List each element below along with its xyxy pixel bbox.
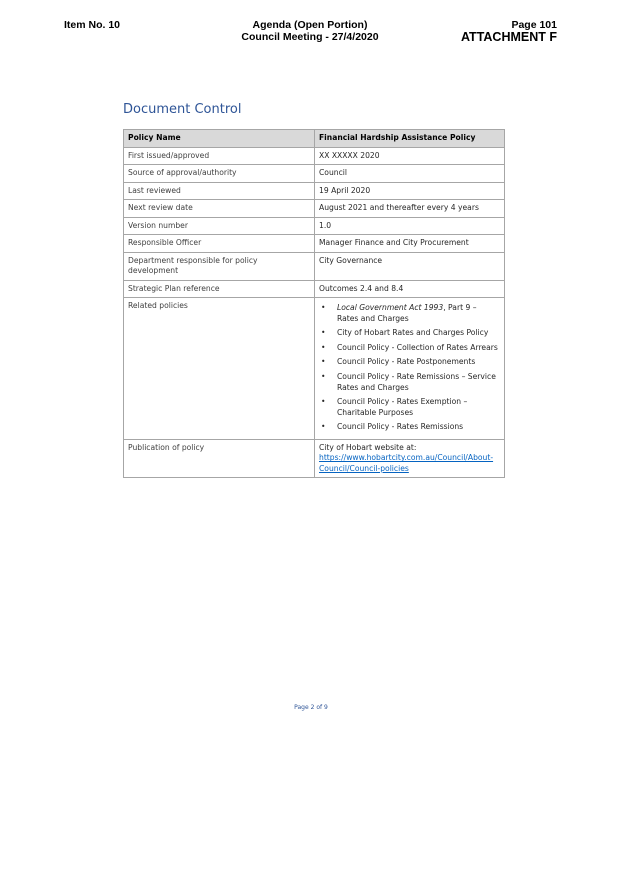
table-row (124, 217, 505, 235)
list-item: • Council Policy - Rate Remissions – Service Rates and Charges (319, 371, 500, 393)
row-label: Related policies (124, 298, 315, 440)
row-label: Next review date (124, 200, 315, 218)
page-header-right (461, 19, 557, 44)
publication-cell (315, 439, 505, 478)
list-item (319, 302, 500, 324)
list-item: • Council Policy - Rates Remissions (319, 421, 500, 432)
attachment-label: ATTACHMENT F (460, 30, 557, 44)
list-item: • Council Policy - Rates Exemption – Charitable Purposes (319, 396, 500, 418)
row-value: City Governance (315, 252, 505, 280)
table-row (124, 280, 505, 298)
row-label: Strategic Plan reference (124, 280, 315, 298)
table-row (124, 147, 505, 165)
table-row (124, 252, 505, 280)
row-value: 19 April 2020 (315, 182, 505, 200)
row-label: First issued/approved (124, 147, 315, 165)
policies-link[interactable]: https://www.hobartcity.com.au/Council/About-Council/Council-policies (319, 453, 494, 473)
table-row (124, 182, 505, 200)
related-policies-row (124, 298, 505, 440)
row-label: Last reviewed (124, 182, 315, 200)
row-value: XX XXXXX 2020 (315, 147, 505, 165)
row-value: 1.0 (315, 217, 505, 235)
agenda-header (210, 19, 410, 43)
row-value: Manager Finance and City Procurement (315, 235, 505, 253)
page-footer: Page 2 of 9 (294, 704, 328, 711)
table-row (124, 200, 505, 218)
row-value: Outcomes 2.4 and 8.4 (315, 280, 505, 298)
list-item: • Council Policy - Collection of Rates Arrears (319, 342, 500, 353)
related-policies-list (319, 302, 500, 432)
publication-text: City of Hobart website at: (319, 442, 417, 452)
page-number: Page 101 (511, 19, 557, 31)
publication-row (124, 439, 505, 478)
document-control-title: Document Control (123, 102, 242, 117)
meeting-date: Council Meeting - 27/4/2020 (241, 31, 379, 43)
row-value: Council (315, 165, 505, 183)
header-cell-label: Policy Name (124, 130, 315, 148)
agenda-title: Agenda (Open Portion) (252, 19, 368, 31)
act-title: Local Government Act 1993 (337, 303, 444, 312)
row-label: Version number (124, 217, 315, 235)
act-detail: , Part 9 – Rates and Charges (337, 303, 477, 323)
related-policies-cell (315, 298, 505, 440)
item-number: Item No. 10 (64, 19, 121, 31)
table-row (124, 235, 505, 253)
row-label: Source of approval/authority (124, 165, 315, 183)
list-item: • City of Hobart Rates and Charges Policy (319, 327, 500, 338)
row-value: August 2021 and thereafter every 4 years (315, 200, 505, 218)
row-label: Responsible Officer (124, 235, 315, 253)
row-label: Department responsible for policy development (124, 252, 315, 280)
table-row (124, 165, 505, 183)
row-label: Publication of policy (124, 439, 315, 478)
table-header-row (124, 130, 505, 148)
list-item: • Council Policy - Rate Postponements (319, 356, 500, 367)
document-control-table (123, 129, 505, 478)
header-cell-value: Financial Hardship Assistance Policy (315, 130, 505, 148)
